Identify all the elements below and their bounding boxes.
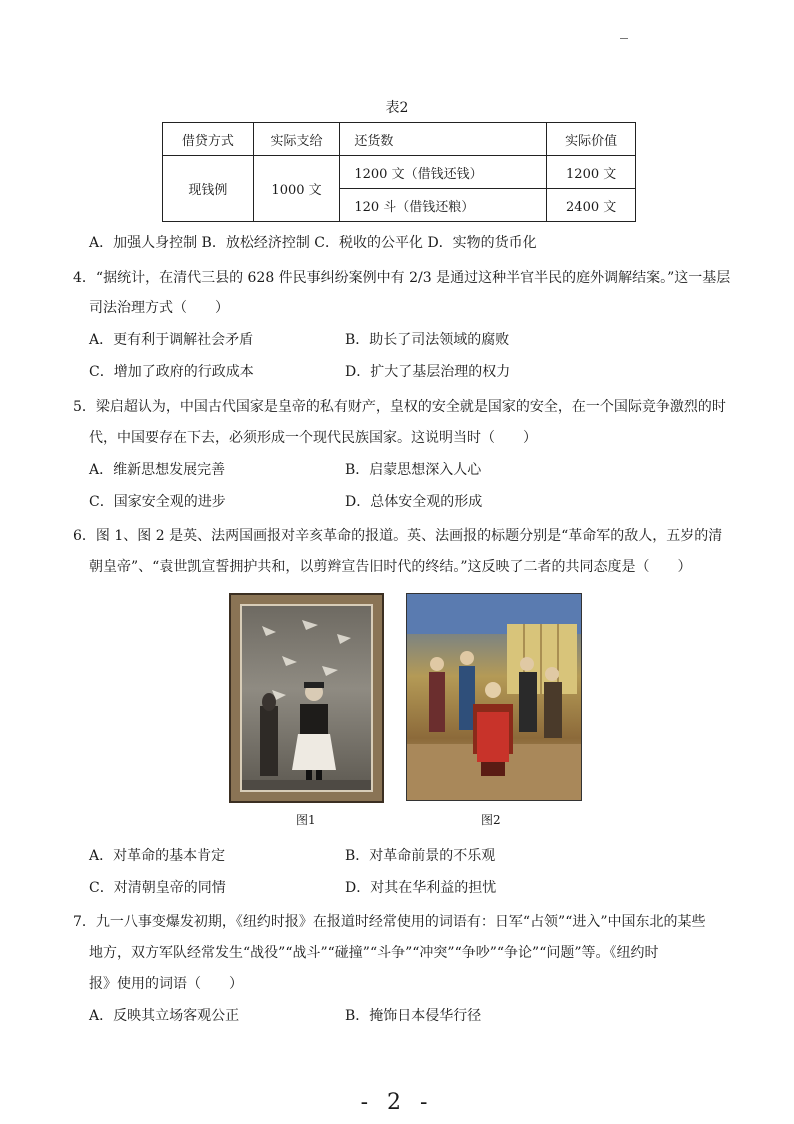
method-cell: 现钱例 (163, 156, 254, 222)
q4-option-b: B．助长了司法领域的腐败 (345, 332, 510, 348)
value-cell: 1200 文 (547, 156, 636, 189)
q7-stem-line1: 7．九一八事变爆发初期，《纽约时报》在报道时经常使用的词语有：日军“占领”“进入”中国东北的某些 (73, 914, 706, 930)
header-cell: 借贷方式 (163, 123, 254, 156)
header-cell: 实际支给 (253, 123, 340, 156)
value-cell: 2400 文 (547, 189, 636, 222)
q7-option-b: B．掩饰日本侵华行径 (345, 1008, 482, 1024)
figure-2-caption: 图2 (481, 813, 501, 827)
q4-stem-line2: 司法治理方式（ ） (89, 300, 229, 316)
figure-2-queue-cutting-illustration (406, 593, 582, 801)
q6-stem-line2: 朝皇帝”、“袁世凯宣誓拥护共和，以剪辫宣告旧时代的终结。”这反映了二者的共同态度是（ ） (89, 559, 692, 575)
q5-stem-line1: 5．梁启超认为，中国古代国家是皇帝的私有财产，皇权的安全就是国家的安全，在一个国际竞争激烈的时 (73, 399, 726, 415)
given-cell: 1000 文 (253, 156, 340, 222)
q7-option-a: A．反映其立场客观公正 (89, 1008, 240, 1024)
q6-option-d: D．对其在华利益的担忧 (345, 880, 497, 896)
q7-stem-line3: 报》使用的词语（ ） (89, 976, 243, 992)
table-header-row (163, 123, 636, 156)
q4-stem-line1: 4．“据统计，在清代三县的 628 件民事纠纷案例中有 2/3 是通过这种半官半民的庭外调解结案。”这一基层 (73, 270, 731, 286)
q5-option-a: A．维新思想发展完善 (89, 462, 226, 478)
q5-option-d: D．总体安全观的形成 (345, 494, 483, 510)
q6-stem-line1: 6．图 1、图 2 是英、法两国画报对辛亥革命的报道。英、法画报的标题分别是“革命军的敌人，五岁的清 (73, 528, 723, 544)
page-number: - 2 - (360, 1090, 434, 1115)
q4-option-c: C．增加了政府的行政成本 (89, 364, 254, 380)
q5-option-b: B．启蒙思想深入人心 (345, 462, 482, 478)
table-row (163, 156, 636, 189)
repay-cell: 1200 文（借钱还钱） (340, 156, 547, 189)
q3-options: A．加强人身控制 B．放松经济控制 C．税收的公平化 D．实物的货币化 (89, 235, 537, 251)
header-cell: 实际价值 (547, 123, 636, 156)
repay-cell: 120 斗（借钱还粮） (340, 189, 547, 222)
scan-mark (620, 38, 628, 39)
figure-1-child-emperor-photo (229, 593, 384, 803)
q4-option-d: D．扩大了基层治理的权力 (345, 364, 511, 380)
q5-stem-line2: 代，中国要存在下去，必须形成一个现代民族国家。这说明当时（ ） (89, 430, 537, 446)
header-cell: 还货数 (340, 123, 547, 156)
table-title: 表2 (385, 100, 409, 116)
q4-option-a: A．更有利于调解社会矛盾 (89, 332, 254, 348)
loan-table (162, 122, 636, 222)
q6-option-b: B．对革命前景的不乐观 (345, 848, 496, 864)
figure-2-illustration (407, 594, 581, 800)
q7-stem-line2: 地方，双方军队经常发生“战役”“战斗”“碰撞”“斗争”“冲突”“争吵”“争论”“问题”等。《纽约时 (89, 945, 659, 961)
q5-option-c: C．国家安全观的进步 (89, 494, 226, 510)
q6-option-c: C．对清朝皇帝的同情 (89, 880, 226, 896)
q6-option-a: A．对革命的基本肯定 (89, 848, 226, 864)
figure-1-illustration (242, 606, 371, 790)
figure-1-caption: 图1 (296, 813, 316, 827)
photo-frame (240, 604, 373, 792)
